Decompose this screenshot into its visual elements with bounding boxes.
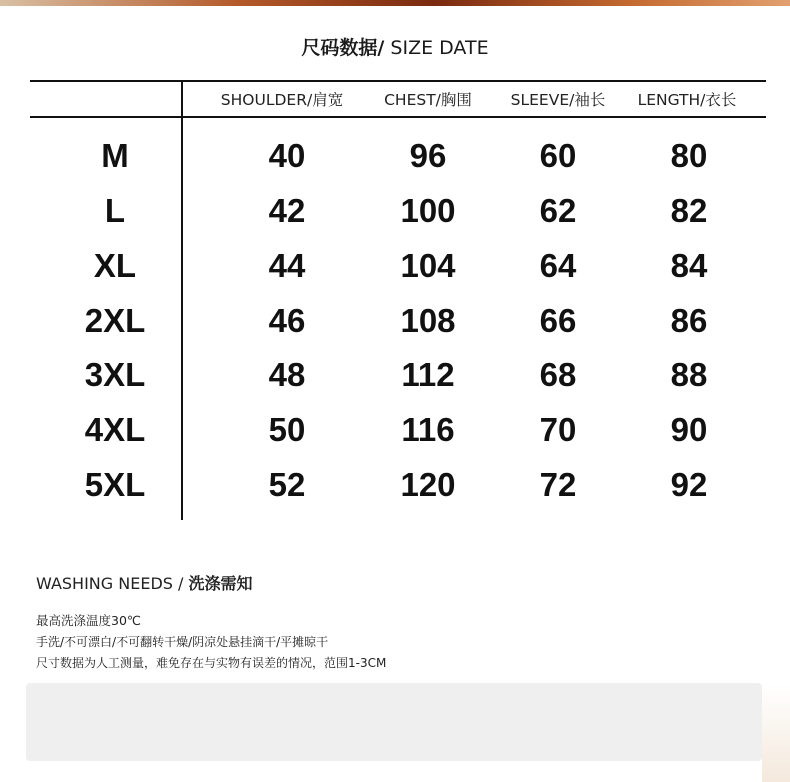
- shoulder-value: 42: [268, 192, 306, 229]
- title-cn: 尺码数据/: [301, 37, 385, 59]
- washing-note-measurement: 尺寸数据为人工测量，难免存在与实物有误差的情况，范围1-3CM: [36, 656, 387, 670]
- washing-needs-heading: [36, 571, 253, 594]
- chest-value: 104: [400, 247, 456, 284]
- chest-value: 120: [400, 466, 456, 503]
- sleeve-value: 64: [539, 247, 577, 284]
- chest-value: 116: [401, 411, 455, 448]
- column-header-shoulder: SHOULDER/肩宽: [220, 91, 344, 109]
- length-value: 82: [670, 192, 708, 229]
- chest-value: 96: [409, 137, 447, 174]
- chest-value: 100: [400, 192, 456, 229]
- washing-note-instructions: 手洗/不可漂白/不可翻转干燥/阴凉处悬挂滴干/平摊晾干: [36, 635, 329, 649]
- length-value: 90: [670, 411, 708, 448]
- length-value: 86: [670, 302, 708, 339]
- title-en: SIZE DATE: [384, 37, 489, 59]
- page-title: [0, 33, 790, 60]
- sleeve-value: 70: [539, 411, 577, 448]
- sleeve-value: 60: [539, 137, 577, 174]
- sleeve-value: 72: [539, 466, 577, 503]
- bottom-decorative-band: [762, 683, 790, 782]
- size-label: 4XL: [84, 411, 146, 448]
- chest-value: 108: [400, 302, 456, 339]
- column-header-chest: CHEST/胸围: [384, 91, 472, 109]
- sleeve-value: 62: [539, 192, 577, 229]
- shoulder-value: 46: [268, 302, 306, 339]
- size-label: M: [101, 137, 129, 174]
- sleeve-value: 66: [539, 302, 577, 339]
- length-value: 92: [670, 466, 708, 503]
- sleeve-value: 68: [539, 356, 577, 393]
- washing-title-cn: 洗涤需知: [188, 574, 253, 593]
- shoulder-value: 50: [268, 411, 306, 448]
- shoulder-value: 52: [268, 466, 306, 503]
- washing-title-en: WASHING NEEDS /: [36, 574, 189, 593]
- size-label: 5XL: [84, 466, 146, 503]
- length-value: 88: [670, 356, 708, 393]
- column-header-length: LENGTH/衣长: [637, 91, 737, 109]
- chest-value: 112: [401, 356, 455, 393]
- size-label: 3XL: [84, 356, 146, 393]
- footer-panel: [26, 683, 762, 761]
- size-label: L: [104, 192, 126, 229]
- length-value: 80: [670, 137, 708, 174]
- table-header-rule: [30, 116, 766, 118]
- column-header-sleeve: SLEEVE/袖长: [510, 91, 606, 109]
- table-top-rule: [30, 80, 766, 82]
- washing-note-temperature: 最高洗涤温度30℃: [36, 613, 141, 628]
- length-value: 84: [670, 247, 708, 284]
- shoulder-value: 48: [268, 356, 306, 393]
- shoulder-value: 40: [268, 137, 306, 174]
- top-decorative-band: [0, 0, 790, 6]
- shoulder-value: 44: [268, 247, 306, 284]
- size-label: 2XL: [84, 302, 146, 339]
- size-label: XL: [93, 247, 137, 284]
